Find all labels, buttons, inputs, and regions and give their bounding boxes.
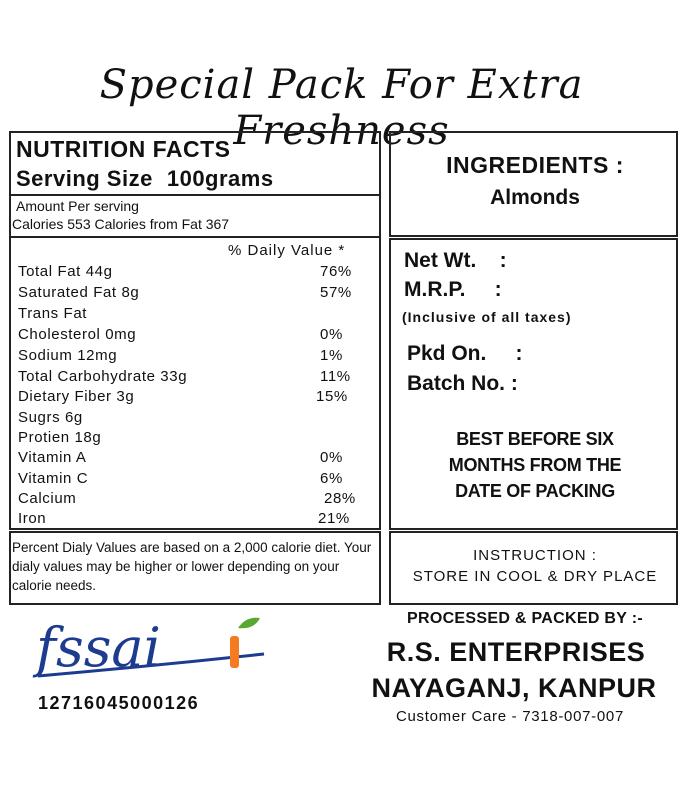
serving-value: 100grams: [166, 166, 274, 191]
fssai-logo-text: fssai: [36, 616, 161, 679]
nutrient-row: [18, 284, 358, 301]
nutrient-value: 28%: [324, 490, 356, 507]
customer-care: Customer Care - 7318-007-007: [395, 708, 625, 725]
daily-value-header: % Daily Value *: [228, 242, 346, 259]
serving-size: [16, 166, 274, 192]
nutrient-label: Vitamin C: [18, 470, 89, 487]
nutrient-value: 11%: [320, 368, 351, 385]
nutrient-label: Iron: [18, 510, 47, 527]
processed-by-heading: PROCESSED & PACKED BY :-: [407, 610, 643, 627]
nutrient-label: Dietary Fiber 3g: [18, 388, 135, 405]
instruction: [390, 545, 680, 587]
fssai-logo: [32, 614, 272, 686]
amount-per-serving: Amount Per serving: [16, 198, 139, 214]
nutrient-row: [18, 470, 358, 487]
nutrient-value: 0%: [320, 326, 343, 343]
nutrient-row: [18, 490, 358, 507]
instruction-title: INSTRUCTION :: [473, 547, 597, 564]
ingredients-value: Almonds: [490, 186, 580, 209]
nutrient-row: [18, 510, 358, 527]
nutrient-label: Sugrs 6g: [18, 409, 83, 426]
nutrient-value: 6%: [320, 470, 343, 487]
nutrient-row: [18, 368, 358, 385]
nutrient-value: 1%: [320, 347, 343, 364]
nutrition-divider-1: [9, 194, 381, 196]
nutrient-row: [18, 326, 358, 343]
nutrient-label: Total Carbohydrate 33g: [18, 368, 188, 385]
best-before-line: DATE OF PACKING: [455, 481, 615, 501]
mrp: M.R.P. :: [404, 278, 502, 301]
best-before-line: BEST BEFORE SIX: [456, 429, 614, 449]
nutrient-label: Cholesterol 0mg: [18, 326, 137, 343]
nutrient-row: [18, 409, 358, 426]
batch-no: Batch No. :: [407, 372, 518, 395]
nutrition-divider-2: [9, 236, 381, 238]
nutrient-row: [18, 347, 358, 364]
nutrient-label: Sodium 12mg: [18, 347, 118, 364]
best-before-line: MONTHS FROM THE: [448, 455, 622, 475]
net-weight: Net Wt. :: [404, 249, 507, 272]
nutrition-title: NUTRITION FACTS: [16, 136, 231, 162]
nutrient-row: [18, 429, 358, 446]
inclusive-taxes: (Inclusive of all taxes): [402, 309, 572, 325]
nutrient-value: 57%: [320, 284, 352, 301]
fssai-orange-mark: [230, 636, 239, 668]
company-city: NAYAGANJ, KANPUR: [371, 673, 657, 703]
calories-line: Calories 553 Calories from Fat 367: [12, 216, 230, 232]
nutrient-row: [18, 263, 358, 280]
nutrient-label: Vitamin A: [18, 449, 87, 466]
best-before: [390, 426, 680, 504]
nutrient-value: 0%: [320, 449, 343, 466]
ingredients-title: INGREDIENTS :: [446, 152, 624, 178]
nutrient-value: 76%: [320, 263, 352, 280]
packed-on: Pkd On. :: [407, 342, 523, 365]
serving-label: Serving Size: [16, 166, 153, 191]
nutrient-value: 15%: [316, 388, 348, 405]
headline: Special Pack For Extra Freshness: [99, 62, 584, 154]
ingredients-box: [389, 131, 678, 237]
nutrient-label: Trans Fat: [18, 305, 88, 322]
instruction-text: STORE IN COOL & DRY PLACE: [412, 568, 658, 585]
fssai-license-number: 12716045000126: [38, 693, 200, 713]
nutrient-label: Calcium: [18, 490, 77, 507]
nutrient-value: 21%: [318, 510, 350, 527]
nutrient-label: Saturated Fat 8g: [18, 284, 140, 301]
nutrient-row: [18, 388, 358, 405]
company-name: R.S. ENTERPRISES: [386, 637, 646, 667]
nutrient-label: Protien 18g: [18, 429, 102, 446]
daily-value-footnote: Percent Dialy Values are based on a 2,000 calorie diet. Your dialy values may be higher or lower depending on your calorie needs.: [12, 540, 372, 593]
nutrient-label: Total Fat 44g: [18, 263, 113, 280]
nutrient-row: [18, 305, 358, 322]
fssai-leaf-icon: [238, 618, 260, 629]
nutrient-row: [18, 449, 358, 466]
